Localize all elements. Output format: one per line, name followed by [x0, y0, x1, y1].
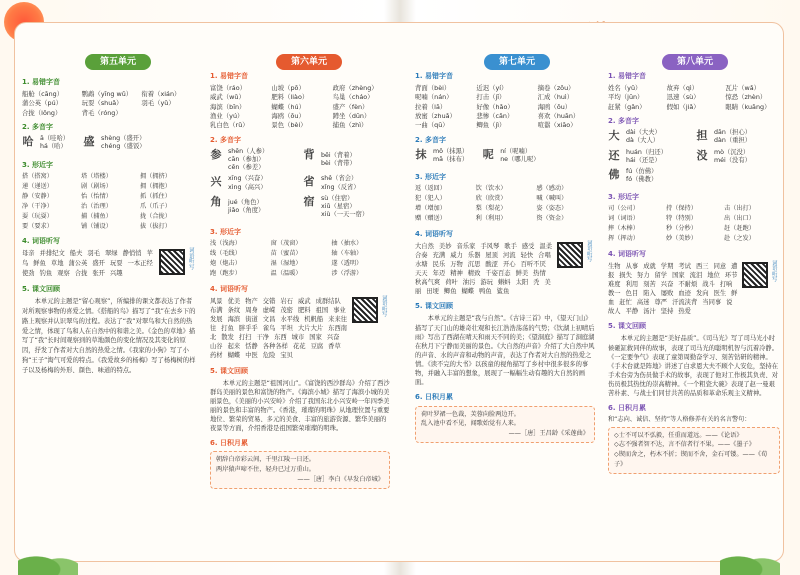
near-char: 轴（车轴）	[331, 250, 363, 258]
polyphone	[210, 148, 297, 173]
polyphone-char: 参	[210, 147, 222, 161]
near-char: 犯（犯人）	[415, 195, 446, 203]
near-char: 梨（梨花）	[475, 205, 507, 213]
reading: ní（呢喃）	[500, 147, 532, 155]
polyphone-char: 担	[696, 129, 708, 143]
sound-list	[415, 84, 595, 130]
sound-item: 拉着（lā）	[415, 102, 447, 111]
section-title: 5. 课文回顾	[22, 285, 60, 294]
sound-item: 惊恐（zhèn）	[725, 93, 767, 102]
section-title: 3. 形近字	[608, 193, 639, 202]
sound-item: 姓名（yǔ）	[608, 84, 642, 93]
word-list: 风景 优美 物产 交错 岩石 威武 成群结队 布满 条纹 周身 虚嵘 茂密 肥料 祖国 事业 发展 海滨 街道 文昌 水平线 机帆船 来来往往 打鱼 胖乎乎 雀鸟 平坦 大片大片 东西南北 散发 打扫 干净 东西 城市 国家 兴奋 山谷 起来 恬静 各种各样 花花 豆腐 香草 药材 蝴蝶 中医 危险 宝贝	[210, 297, 348, 360]
sound-item: 盛产（fèn）	[332, 102, 369, 111]
section-title: 3. 形近字	[22, 160, 53, 169]
polyphone	[303, 195, 390, 220]
near-char: 抽（抽水）	[331, 240, 363, 248]
near-char: 铺（铺设）	[81, 222, 112, 230]
sound-item: 船舱（cāng）	[22, 90, 64, 99]
near-char: 跑（跑步）	[210, 270, 241, 278]
polyphone-char: 呢	[482, 147, 494, 161]
section-title: 6. 日积月累	[415, 393, 453, 402]
near-char: 挥（挥动）	[608, 235, 639, 243]
sound-item: 蹲坐（dūn）	[332, 112, 371, 121]
near-char-grid	[210, 240, 390, 278]
polyphone	[696, 129, 780, 145]
section-title: 1. 易错字音	[22, 78, 60, 86]
near-char: 苗（蜜苗）	[270, 250, 302, 258]
sound-item: 海鸥（ōu）	[271, 112, 305, 121]
reading: jué（角色）	[228, 198, 263, 206]
sound-item: 近迟（yí）	[476, 84, 508, 93]
near-char: 遂（透明）	[331, 260, 363, 268]
poem-line: 乱入池中看不见，闻歌始觉有人来。	[421, 420, 520, 428]
near-char: 拔（拔打）	[140, 222, 171, 230]
unit-5-title: 第五单元	[85, 54, 151, 70]
sound-item: 肥料（liào）	[271, 93, 309, 102]
near-char: 喊（喊叫）	[536, 195, 568, 203]
polyphone	[210, 175, 297, 191]
near-char: 妙（美妙）	[666, 235, 697, 243]
near-char: 特（特别）	[666, 215, 697, 223]
qr-code-icon[interactable]	[159, 249, 185, 275]
section-title: 5. 课文回顾	[415, 302, 453, 311]
near-char: 赶（赶跑）	[724, 225, 755, 233]
near-char: 捕（捕鱼）	[81, 212, 112, 220]
sound-item: 迅速（sù）	[666, 93, 700, 102]
near-char: 赠（赠送）	[415, 215, 446, 223]
qr-code-icon[interactable]	[742, 262, 768, 288]
polyphone	[22, 135, 69, 151]
near-char: 赴（之发）	[724, 235, 755, 243]
sound-item: 蝴蝶（hú）	[271, 102, 305, 111]
sound-item: 合拢（lǒng）	[22, 108, 62, 117]
section-title: 1. 易错字音	[415, 72, 453, 80]
sound-item: 玩耍（shuǎ）	[81, 99, 123, 108]
poem-line: 两岸猿声啼不住，轻舟已过万重山。	[216, 466, 315, 474]
near-char: 搭（搭窝）	[22, 172, 53, 180]
reading: shēn（人参）	[228, 147, 269, 155]
near-char: 拢（合拢）	[140, 212, 171, 220]
near-char: 温（温暖）	[270, 270, 302, 278]
qr-label: 词语听写	[772, 260, 778, 284]
section-title: 6. 日积月累	[210, 439, 248, 448]
sound-item: 呢喃（nán）	[415, 93, 453, 102]
section-title: 4. 词语听写	[210, 284, 248, 293]
reading: dài（大夫）	[626, 129, 661, 137]
sound-list	[22, 90, 197, 117]
section-title: 3. 形近字	[210, 228, 241, 237]
reading: bēi（背着）	[321, 151, 356, 159]
unit-8-title: 第八单元	[662, 54, 728, 70]
reading: fú（仿佛）	[626, 167, 658, 175]
near-char: 秒（分秒）	[666, 225, 697, 233]
reading: ne（哪儿呢）	[500, 156, 540, 163]
reading: dà（大人）	[626, 137, 660, 145]
reading: há（哈）	[40, 143, 67, 151]
reading: xīng（兴奋）	[228, 175, 267, 183]
unit-8-column	[608, 66, 780, 571]
near-char: 耍（玩耍）	[22, 212, 53, 220]
near-char: 湿（湿地）	[270, 260, 302, 268]
near-char: 姿（姿态）	[536, 205, 568, 213]
reading: bèi（背带）	[321, 160, 356, 168]
near-char: 司（公司）	[608, 205, 639, 213]
sound-item: 打击（jī）	[476, 93, 506, 102]
qr-label: 词语听写	[382, 295, 388, 319]
poem-quote	[415, 406, 595, 444]
reading: méi（没有）	[714, 156, 751, 164]
near-char: 持（保持）	[666, 205, 697, 213]
section-title: 2. 多音字	[608, 117, 639, 126]
sound-item: 一曲（qū）	[415, 121, 449, 130]
unit-6-column	[210, 66, 390, 571]
polyphone-char: 还	[608, 148, 620, 162]
sound-item: 衔着（xián）	[141, 90, 181, 99]
near-char: 资（资金）	[536, 215, 568, 223]
section-title: 1. 易错字音	[210, 72, 248, 80]
section-title: 2. 多音字	[415, 135, 446, 144]
polyphone-char: 宿	[303, 194, 315, 208]
sound-item: 海滨（bīn）	[210, 102, 246, 111]
recap-text: 本单元的主题是“我与自然”。《古诗三首》中，《望天门山》描写了天门山的雄奇壮观和长江浩浩荡荡的气势；《饮湖上初晴后雨》写出了西湖在晴天和雨天不同的美；《望洞庭》描写了洞庭湖在秋月下宁静而美丽的景色。《大自然的声音》介绍了大自然中风的声音、水的声音和动物的声音，表达了作者对大自然的热爱之情。《读不完的大书》以孩童的视角描写了乡村中很多很多的事物，并融入丰富的想象，展现了一幅幅生动有趣的大自然的画面。	[415, 315, 595, 387]
sound-item: 景色（bèi）	[271, 121, 307, 130]
polyphone	[608, 149, 692, 165]
unit-7-title: 第七单元	[484, 54, 550, 70]
near-char: 饮（饮水）	[475, 185, 507, 193]
section-title: 4. 词语听写	[608, 249, 646, 258]
sound-item: 渔业（yú）	[210, 112, 244, 121]
reading: xǐng（反省）	[321, 183, 360, 191]
proverb-line: ◇锲而舍之，朽木不折；锲而不舍，金石可镂。——《荀子》	[614, 451, 768, 469]
poem-line: 朝辞白帝彩云间，千里江陵一日还。	[216, 456, 315, 464]
reading: mò（沉没）	[714, 148, 750, 156]
quote-intro: 和“志向、诚信、坚持”等人格修养有关的名言警句：	[608, 416, 751, 424]
polyphone	[696, 149, 780, 165]
polyphone-char: 没	[696, 148, 708, 162]
polyphone-char: 兴	[210, 175, 222, 189]
reading: fó（佛教）	[626, 176, 658, 184]
near-char: 塔（塔楼）	[81, 172, 112, 180]
reading: hái（还是）	[626, 156, 661, 164]
poem-line: 荷叶罗裙一色裁，芙蓉向脸两边开。	[421, 410, 520, 418]
sound-item: 平均（jūn）	[608, 93, 644, 102]
near-char: 感（感动）	[536, 185, 568, 193]
polyphone	[608, 168, 692, 184]
reading: xiù（一天一宿）	[321, 211, 369, 219]
section-title: 5. 课文回顾	[210, 366, 248, 375]
polyphone	[482, 148, 539, 164]
reading: cān（参加）	[228, 156, 265, 163]
near-char-grid	[608, 205, 780, 243]
near-char: 要（要求）	[22, 222, 53, 230]
sound-item: 鹦鹉（yīng wǔ）	[81, 90, 133, 99]
section-title: 4. 词语听写	[415, 229, 453, 238]
near-char: 浅（浅海）	[210, 240, 241, 248]
polyphone-char: 省	[303, 175, 315, 189]
near-char: 净（干净）	[22, 202, 53, 210]
sound-item: 羽毛（yǔ）	[141, 99, 175, 108]
polyphone-char: 哈	[22, 135, 34, 149]
poem-source: ——［唐］李白《早发白帝城》	[297, 476, 384, 484]
near-char: 治（治理）	[81, 202, 112, 210]
near-char: 欣（欣赏）	[475, 195, 507, 203]
sound-item: 山坡（pō）	[271, 84, 305, 93]
recap-text: 本单元的主题是“美好品质”。《司马光》写了司马光小时候砸缸救同伴的故事，表现了司马光的聪明机智与沉着冷静。《一定要争气》表现了童第周勤奋学习、刻苦钻研的精神。《手术台就是阵地》讲述了白求恩大夫不顾个人安危，坚持在手术台旁为伤员做手术的故事，表现了他对工作极其负责、对伤员极其热忱的崇高精神。《一个粗瓷大碗》表现了赵一曼艰苦朴素、与战士们同甘共苦的品质和革命乐观主义精神。	[608, 335, 779, 398]
sound-item: 捕鱼（zhì）	[332, 121, 368, 130]
recap-text: 本单元的主题是“祖国河山”。《富饶的西沙群岛》介绍了西沙群岛美丽的景色和富饶的物产。《海滨小城》描写了海滨小城的美丽景色，《美丽的小兴安岭》介绍了我国东北小兴安岭一年四季美丽的景色和丰富的物产。《香港，璀璨的明珠》从地理位置与重要地位、繁荣的贸易、多元的美食、丰富的旅游资源、繁华美丽的夜景等方面，介绍香港是祖国繁荣璀璨的明珠。	[210, 379, 390, 433]
near-char: 静（安静）	[22, 192, 53, 200]
reading: huán（归还）	[626, 148, 668, 156]
proverb-quote	[608, 427, 780, 475]
sound-item: 海鸥（ōu）	[537, 102, 572, 111]
polyphone	[303, 148, 390, 173]
qr-label: 词语听写	[587, 240, 593, 264]
reading: mǒ（抹黑）	[433, 147, 469, 155]
near-char: 窗（茂窗）	[270, 240, 302, 248]
polyphone	[83, 135, 146, 151]
polyphone	[303, 175, 390, 191]
polyphone-char: 抹	[415, 147, 427, 161]
near-char: 摔（木棒）	[608, 225, 639, 233]
poem-quote	[210, 451, 390, 489]
reading: dān（担心）	[714, 129, 752, 137]
sound-item: 假如（jiǎ）	[666, 102, 700, 111]
sound-item: 喧嚣（xiāo）	[537, 121, 577, 130]
sound-item: 背毛（róng）	[81, 108, 122, 117]
near-char: 怡（怡情）	[81, 192, 112, 200]
reading: xiǔ（星宿）	[321, 202, 356, 210]
reading: cēn（参差）	[228, 164, 265, 172]
word-list: 母亲 并排纪文 船夫 羽毛 翠绿 静悄悄 苹鸟 鲜鱼 草地 蒲公英 盛开 玩耍 一本正经 使劲 钓鱼 观察 合拢 张开 兴趣	[22, 250, 153, 278]
unit-7-column	[415, 66, 595, 571]
unit-6-title: 第六单元	[276, 54, 342, 70]
polyphone-char: 角	[210, 194, 222, 208]
qr-code-icon[interactable]	[352, 297, 378, 323]
reading: jiǎo（角度）	[228, 206, 265, 214]
near-char: 递（递送）	[22, 182, 53, 190]
polyphone-char: 大	[608, 129, 620, 143]
sound-item: 鲫鱼（jì）	[476, 121, 506, 130]
reading: dàn（重担）	[714, 137, 752, 145]
sound-item: 鸟巢（cháo）	[332, 93, 374, 102]
section-title: 1. 易错字音	[608, 72, 646, 80]
sound-list	[608, 84, 780, 111]
poem-source: ——［唐］王昌龄《采莲曲》	[508, 430, 589, 438]
section-title: 2. 多音字	[210, 135, 241, 144]
near-char: 出（出口）	[724, 215, 755, 223]
reading: sù（住宿）	[321, 194, 354, 202]
qr-code-icon[interactable]	[557, 242, 583, 268]
near-char: 击（出打）	[724, 205, 755, 213]
recap-text: 本单元的主题是“留心观察”，所编排的课文都表达了作者对所观察事物的喜爱之情。《搭船的鸟》描写了“我”在去乡下的路上观察并认识翠鸟的过程。表达了“我”对翠鸟和大自然的热爱之情，体现了鸟和人在自然中的和谐之美。《金色的草地》描写了“我”长时间观察到的草地颜色的变化情况及其变化的原因，抒发了作者对大自然的热爱之情。《我家的小狗》写了小狗“王子”淘气可爱的特点。《我爱故乡的杨梅》写了杨梅树的样子以及杨梅的外形、颜色、味道的特点。	[22, 298, 196, 374]
near-char: 剧（剧场）	[81, 182, 112, 190]
reading: ā（哇哈）	[40, 135, 70, 143]
polyphone-char: 背	[303, 147, 315, 161]
word-list: 生物 从事 成就 学期 考试 西三 同意 遭报 损失 努力 留学 国家 流泪 地位 环节 难度 利用 刻苦 兴奋 不耐烦 战斗 打响 教一 色目 陷入 屡败 血迹 发向 医生 鲜血 赶忙 高迷 尊严 汗流浃背 当同事 说故人 平静 汤汁 坚持 热爱	[608, 262, 738, 316]
polyphone	[210, 195, 297, 220]
polyphone	[415, 148, 468, 164]
near-char-grid	[415, 185, 595, 223]
near-char: 增（增加）	[415, 205, 446, 213]
sound-item: 悲惨（cǎn）	[476, 112, 514, 121]
near-char: 利（利用）	[475, 215, 507, 223]
polyphone	[608, 129, 692, 145]
sound-item: 汇成（huì）	[537, 93, 574, 102]
reading: shě（省会）	[321, 175, 358, 183]
reading: chéng（盛饭）	[101, 143, 146, 151]
reading: mā（抹布）	[433, 156, 469, 163]
sound-item: 乳白色（rǔ）	[210, 121, 249, 130]
sound-item: 蒲公英（pú）	[22, 99, 63, 108]
sound-item: 赶紧（gǎn）	[608, 102, 646, 111]
section-title: 6. 日积月累	[608, 404, 646, 413]
near-char: 抓（抓住）	[140, 192, 171, 200]
section-title: 3. 形近字	[415, 173, 446, 182]
sound-list	[210, 84, 390, 130]
unit-5-column	[22, 72, 197, 575]
sound-item: 政府（zhèng）	[332, 84, 378, 93]
near-char: 返（返回）	[415, 185, 446, 193]
near-char: 拥（拥抱）	[140, 182, 171, 190]
near-char: 拥（拥挤）	[140, 172, 171, 180]
qr-label: 词语听写	[189, 248, 195, 271]
near-char-grid	[22, 173, 197, 231]
polyphone-char: 盛	[83, 135, 95, 149]
reading: shèng（盛开）	[101, 135, 146, 143]
sound-item: 背面（bèi）	[415, 84, 451, 93]
proverb-line: ◇士不可以不弘毅，任重而道远。——《论语》	[614, 431, 743, 439]
sound-item: 眼睛（kuāng）	[725, 102, 771, 111]
section-title: 2. 多音字	[22, 123, 53, 132]
word-list: 大自然 美妙 音乐家 手风琴 歌手 感受 温柔 合奏 充满 威力 乐器 屋顶 河流 轻快 合唱 水塘 民乐 万物 沉思 酸涩 开心 百听不厌 天天 年迈 精神 精致 千姿百态 鲜美 热情 秋高气爽 荷叶 油污 游玩 蝌蚪 太阳 秃 美丽 田埂 鲫鱼 蝴蝶 鸭鱼 鲨鱼	[415, 242, 553, 296]
reading: xìng（高兴）	[228, 183, 267, 191]
near-char: 线（毛线）	[210, 250, 241, 258]
sound-item: 好像（hǎo）	[476, 102, 514, 111]
sound-item: 故弃（qì）	[666, 84, 699, 93]
sound-item: 瓦片（wǎ）	[725, 84, 761, 93]
sound-item: 喜欢（huān）	[537, 112, 580, 121]
sound-item: 威武（wǔ）	[210, 93, 245, 102]
sound-item: 摘卷（zōu）	[537, 84, 575, 93]
polyphone-char: 佛	[608, 167, 620, 181]
near-char: 爪（爪子）	[140, 202, 171, 210]
sound-item: 放蜜（zhuǎ）	[415, 112, 456, 121]
near-char: 炮（炮击）	[210, 260, 241, 268]
near-char: 涉（浮游）	[331, 270, 363, 278]
proverb-line: ◇志不强者智不达，言不信者行不果。——《墨子》	[614, 441, 755, 449]
sound-item: 富饶（ráo）	[210, 84, 247, 93]
section-title: 4. 词语听写	[22, 236, 60, 245]
section-title: 5. 课文回顾	[608, 322, 646, 331]
near-char: 词（词语）	[608, 215, 639, 223]
